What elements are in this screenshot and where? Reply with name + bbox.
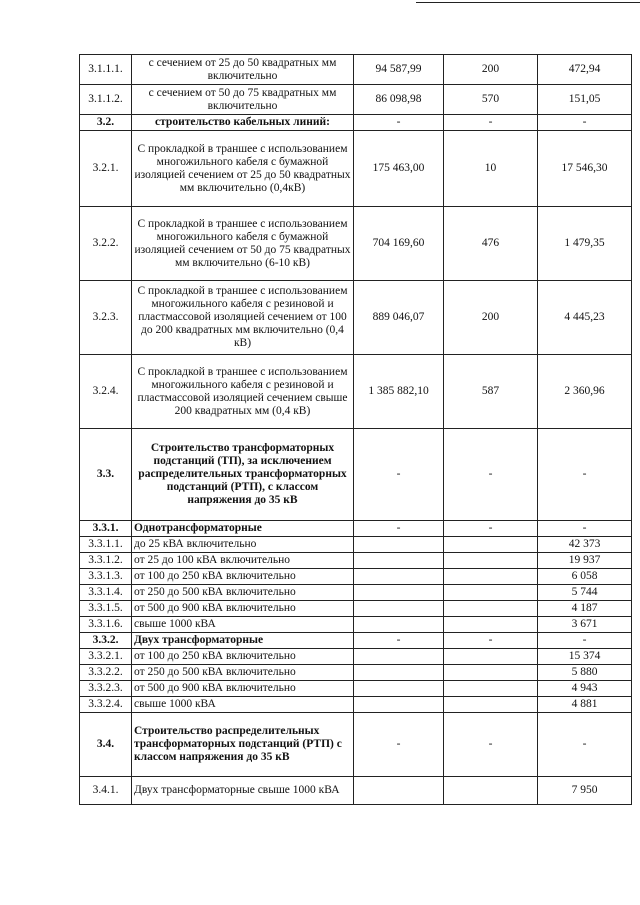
row-cost: 704 169,60	[354, 207, 444, 281]
table-row	[80, 115, 632, 131]
top-rule	[416, 2, 640, 3]
row-quantity: -	[444, 115, 538, 131]
row-number: 3.1.1.2.	[80, 85, 132, 115]
row-cost	[354, 553, 444, 569]
row-quantity	[444, 665, 538, 681]
row-description: С прокладкой в траншее с использованием многожильного кабеля с бумажной изоляцией сечением от 25 до 50 квадратных мм включительно (0,4кВ)	[132, 131, 354, 207]
table-row	[80, 649, 632, 665]
table-row	[80, 777, 632, 805]
row-cost	[354, 681, 444, 697]
table-row	[80, 681, 632, 697]
row-description: от 250 до 500 кВА включительно	[132, 585, 354, 601]
row-rate: -	[538, 633, 632, 649]
row-number: 3.3.1.	[80, 521, 132, 537]
row-rate: 17 546,30	[538, 131, 632, 207]
row-cost: -	[354, 633, 444, 649]
row-number: 3.4.1.	[80, 777, 132, 805]
row-cost: -	[354, 521, 444, 537]
row-cost: 86 098,98	[354, 85, 444, 115]
row-description: свыше 1000 кВА	[132, 617, 354, 633]
row-rate: 4 187	[538, 601, 632, 617]
row-quantity	[444, 569, 538, 585]
row-number: 3.3.1.6.	[80, 617, 132, 633]
row-cost	[354, 537, 444, 553]
row-quantity: 200	[444, 281, 538, 355]
table-row	[80, 131, 632, 207]
table-row	[80, 537, 632, 553]
row-cost: -	[354, 429, 444, 521]
row-rate: 4 881	[538, 697, 632, 713]
row-description: строительство кабельных линий:	[132, 115, 354, 131]
row-description: Строительство распределительных трансформаторных подстанций (РТП) с классом напряжения до 35 кВ	[132, 713, 354, 777]
row-quantity: 10	[444, 131, 538, 207]
row-quantity: 476	[444, 207, 538, 281]
row-cost	[354, 601, 444, 617]
row-number: 3.3.1.5.	[80, 601, 132, 617]
row-description: от 500 до 900 кВА включительно	[132, 601, 354, 617]
row-cost: 889 046,07	[354, 281, 444, 355]
table-row	[80, 665, 632, 681]
row-quantity	[444, 697, 538, 713]
row-description: Строительство трансформаторных подстанций (ТП), за исключением распределительных трансформаторных подстанций (РТП), с классом напряжения до 35 кВ	[132, 429, 354, 521]
table-row	[80, 569, 632, 585]
row-cost	[354, 697, 444, 713]
table-row	[80, 429, 632, 521]
row-description: Однотрансформаторные	[132, 521, 354, 537]
row-rate: 42 373	[538, 537, 632, 553]
row-rate: -	[538, 521, 632, 537]
table-row	[80, 521, 632, 537]
row-quantity	[444, 777, 538, 805]
row-cost: -	[354, 115, 444, 131]
row-number: 3.2.4.	[80, 355, 132, 429]
row-cost: 94 587,99	[354, 55, 444, 85]
row-quantity: -	[444, 429, 538, 521]
row-rate: 1 479,35	[538, 207, 632, 281]
row-rate: -	[538, 429, 632, 521]
table-row	[80, 281, 632, 355]
row-quantity	[444, 649, 538, 665]
row-number: 3.2.2.	[80, 207, 132, 281]
row-rate: -	[538, 713, 632, 777]
row-number: 3.3.2.1.	[80, 649, 132, 665]
row-rate: 472,94	[538, 55, 632, 85]
row-quantity: 587	[444, 355, 538, 429]
row-description: С прокладкой в траншее с использованием многожильного кабеля с резиновой и пластмассовой изоляцией сечением от 100 до 200 квадратных мм включительно (0,4 кВ)	[132, 281, 354, 355]
row-quantity	[444, 537, 538, 553]
row-quantity: 200	[444, 55, 538, 85]
row-number: 3.3.2.4.	[80, 697, 132, 713]
table-row	[80, 617, 632, 633]
row-rate: 4 445,23	[538, 281, 632, 355]
row-quantity: 570	[444, 85, 538, 115]
row-number: 3.3.2.	[80, 633, 132, 649]
table-row	[80, 713, 632, 777]
row-description: с сечением от 25 до 50 квадратных мм включительно	[132, 55, 354, 85]
row-quantity: -	[444, 521, 538, 537]
row-description: от 100 до 250 кВА включительно	[132, 569, 354, 585]
row-description: от 100 до 250 кВА включительно	[132, 649, 354, 665]
row-description: С прокладкой в траншее с использованием многожильного кабеля с резиновой и пластмассовой изоляцией сечением свыше 200 квадратных мм (0,4 кВ)	[132, 355, 354, 429]
row-rate: 3 671	[538, 617, 632, 633]
row-description: с сечением от 50 до 75 квадратных мм включительно	[132, 85, 354, 115]
row-rate: 19 937	[538, 553, 632, 569]
row-quantity: -	[444, 713, 538, 777]
row-description: свыше 1000 кВА	[132, 697, 354, 713]
row-rate: -	[538, 115, 632, 131]
row-rate: 7 950	[538, 777, 632, 805]
row-quantity	[444, 601, 538, 617]
row-description: Двух трансформаторные свыше 1000 кВА	[132, 777, 354, 805]
row-description: от 25 до 100 кВА включительно	[132, 553, 354, 569]
row-cost: 1 385 882,10	[354, 355, 444, 429]
row-rate: 5 880	[538, 665, 632, 681]
row-quantity: -	[444, 633, 538, 649]
row-number: 3.3.1.3.	[80, 569, 132, 585]
row-quantity	[444, 553, 538, 569]
row-number: 3.3.1.4.	[80, 585, 132, 601]
row-number: 3.3.	[80, 429, 132, 521]
table-row	[80, 553, 632, 569]
row-rate: 6 058	[538, 569, 632, 585]
row-cost	[354, 777, 444, 805]
row-description: от 500 до 900 кВА включительно	[132, 681, 354, 697]
row-number: 3.2.1.	[80, 131, 132, 207]
tariff-table	[79, 54, 632, 805]
row-cost	[354, 665, 444, 681]
row-cost	[354, 649, 444, 665]
table-row	[80, 207, 632, 281]
row-number: 3.1.1.1.	[80, 55, 132, 85]
table-row	[80, 355, 632, 429]
row-number: 3.4.	[80, 713, 132, 777]
row-cost	[354, 585, 444, 601]
row-cost	[354, 617, 444, 633]
row-rate: 4 943	[538, 681, 632, 697]
row-cost: 175 463,00	[354, 131, 444, 207]
table-row	[80, 697, 632, 713]
table-row	[80, 585, 632, 601]
row-description: до 25 кВА включительно	[132, 537, 354, 553]
table-row	[80, 85, 632, 115]
row-number: 3.3.2.3.	[80, 681, 132, 697]
table-row	[80, 633, 632, 649]
row-rate: 2 360,96	[538, 355, 632, 429]
row-description: от 250 до 500 кВА включительно	[132, 665, 354, 681]
row-number: 3.3.1.2.	[80, 553, 132, 569]
tariff-table-body	[80, 55, 632, 805]
row-cost	[354, 569, 444, 585]
row-quantity	[444, 681, 538, 697]
row-description: С прокладкой в траншее с использованием многожильного кабеля с бумажной изоляцией сечением от 50 до 75 квадратных мм включительно (6-10 кВ)	[132, 207, 354, 281]
row-description: Двух трансформаторные	[132, 633, 354, 649]
row-number: 3.2.	[80, 115, 132, 131]
row-number: 3.3.2.2.	[80, 665, 132, 681]
row-rate: 15 374	[538, 649, 632, 665]
row-rate: 5 744	[538, 585, 632, 601]
row-number: 3.2.3.	[80, 281, 132, 355]
row-rate: 151,05	[538, 85, 632, 115]
row-quantity	[444, 617, 538, 633]
row-number: 3.3.1.1.	[80, 537, 132, 553]
table-row	[80, 601, 632, 617]
row-cost: -	[354, 713, 444, 777]
row-quantity	[444, 585, 538, 601]
table-row	[80, 55, 632, 85]
